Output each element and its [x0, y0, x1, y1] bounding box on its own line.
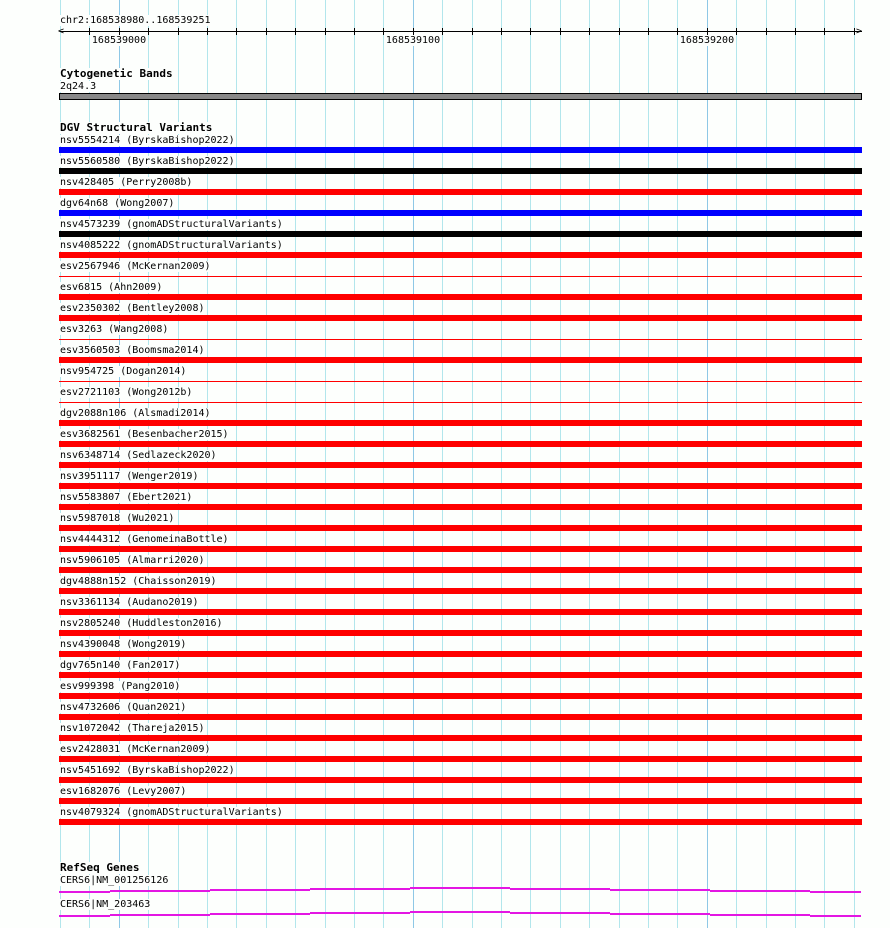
- variant-label[interactable]: nsv5987018 (Wu2021): [60, 513, 175, 524]
- intron-line: [710, 914, 810, 916]
- variant-label[interactable]: esv2567946 (McKernan2009): [60, 261, 211, 272]
- variant-feature[interactable]: [59, 693, 862, 699]
- variant-feature[interactable]: [59, 735, 862, 741]
- variant-feature[interactable]: [59, 381, 862, 382]
- variant-label[interactable]: dgv2088n106 (Alsmadi2014): [60, 408, 211, 419]
- variant-feature[interactable]: [59, 189, 862, 195]
- ruler-tick: [295, 28, 296, 35]
- scroll-right-arrow-icon[interactable]: >: [856, 26, 863, 37]
- variant-feature[interactable]: [59, 462, 862, 468]
- ruler-tick: [472, 28, 473, 35]
- variant-feature[interactable]: [59, 210, 862, 216]
- variant-label[interactable]: esv999398 (Pang2010): [60, 681, 181, 692]
- variant-feature[interactable]: [59, 630, 862, 636]
- ruler-tick: [795, 28, 796, 35]
- variant-feature[interactable]: [59, 672, 862, 678]
- variant-label[interactable]: dgv765n140 (Fan2017): [60, 660, 181, 671]
- variant-label[interactable]: nsv4444312 (GenomeinaBottle): [60, 534, 229, 545]
- intron-line: [210, 889, 310, 891]
- variant-label[interactable]: dgv4888n152 (Chaisson2019): [60, 576, 217, 587]
- variant-feature[interactable]: [59, 357, 862, 363]
- ruler-range-label: chr2:168538980..168539251: [60, 15, 211, 26]
- ruler-tick: [501, 28, 502, 35]
- intron-line: [210, 913, 310, 915]
- ruler-tick: [354, 28, 355, 35]
- intron-line: [610, 913, 710, 915]
- variant-feature[interactable]: [59, 609, 862, 615]
- variant-label[interactable]: nsv4390048 (Wong2019): [60, 639, 187, 650]
- variant-feature[interactable]: [59, 402, 862, 403]
- intron-line: [59, 891, 110, 893]
- cytoband-feature[interactable]: [59, 93, 862, 100]
- variant-label[interactable]: nsv5451692 (ByrskaBishop2022): [60, 765, 235, 776]
- variant-feature[interactable]: [59, 483, 862, 489]
- variant-label[interactable]: nsv3951117 (Wenger2019): [60, 471, 199, 482]
- scroll-left-arrow-icon[interactable]: <: [58, 26, 65, 37]
- variant-label[interactable]: nsv3361134 (Audano2019): [60, 597, 199, 608]
- ruler-tick: [854, 28, 855, 35]
- variant-label[interactable]: nsv5583807 (Ebert2021): [60, 492, 193, 503]
- ruler-tick: [619, 28, 620, 35]
- intron-line: [610, 889, 710, 891]
- variant-feature[interactable]: [59, 714, 862, 720]
- ruler-tick: [413, 28, 414, 35]
- variant-label[interactable]: esv2350302 (Bentley2008): [60, 303, 205, 314]
- ruler-tick: [236, 28, 237, 35]
- variant-label[interactable]: esv6815 (Ahn2009): [60, 282, 163, 293]
- cytoband-track-title: Cytogenetic Bands: [60, 67, 173, 80]
- intron-line: [510, 888, 610, 890]
- ruler-tick: [560, 28, 561, 35]
- variant-feature[interactable]: [59, 588, 862, 594]
- variant-feature[interactable]: [59, 777, 862, 783]
- variant-label[interactable]: nsv5554214 (ByrskaBishop2022): [60, 135, 235, 146]
- ruler-tick: [178, 28, 179, 35]
- variant-feature[interactable]: [59, 294, 862, 300]
- variant-feature[interactable]: [59, 819, 862, 825]
- intron-line: [410, 887, 510, 889]
- variant-feature[interactable]: [59, 420, 862, 426]
- variant-label[interactable]: nsv428405 (Perry2008b): [60, 177, 193, 188]
- ruler-tick: [442, 28, 443, 35]
- intron-line: [110, 914, 210, 916]
- transcript-label[interactable]: CERS6|NM_001256126: [60, 875, 169, 886]
- intron-line: [310, 912, 410, 914]
- ruler-tick: [677, 28, 678, 35]
- ruler-tick: [383, 28, 384, 35]
- intron-line: [310, 888, 410, 890]
- ruler-tick: [648, 28, 649, 35]
- ruler-axis[interactable]: [60, 31, 862, 32]
- variant-feature[interactable]: [59, 567, 862, 573]
- cytoband-label: 2q24.3: [60, 81, 97, 92]
- variant-feature[interactable]: [59, 651, 862, 657]
- variant-label[interactable]: dgv64n68 (Wong2007): [60, 198, 175, 209]
- variant-feature[interactable]: [59, 441, 862, 447]
- variant-label[interactable]: nsv4573239 (gnomADStructuralVariants): [60, 219, 283, 230]
- variant-feature[interactable]: [59, 315, 862, 321]
- ruler-tick: [325, 28, 326, 35]
- ruler-tick: [736, 28, 737, 35]
- intron-line: [710, 890, 810, 892]
- variant-feature[interactable]: [59, 231, 862, 237]
- variant-feature[interactable]: [59, 276, 862, 277]
- dgv-track-title: DGV Structural Variants: [60, 121, 213, 134]
- variant-label[interactable]: esv2428031 (McKernan2009): [60, 744, 211, 755]
- variant-label[interactable]: nsv6348714 (Sedlazeck2020): [60, 450, 217, 461]
- intron-line: [410, 911, 510, 913]
- variant-feature[interactable]: [59, 147, 862, 153]
- ruler-tick: [119, 28, 120, 35]
- ruler-tick: [589, 28, 590, 35]
- variant-feature[interactable]: [59, 546, 862, 552]
- variant-label[interactable]: nsv5560580 (ByrskaBishop2022): [60, 156, 235, 167]
- variant-label[interactable]: esv2721103 (Wong2012b): [60, 387, 193, 398]
- ruler-tick: [530, 28, 531, 35]
- variant-feature[interactable]: [59, 525, 862, 531]
- ruler-tick: [89, 28, 90, 35]
- variant-label[interactable]: nsv4079324 (gnomADStructuralVariants): [60, 807, 283, 818]
- ruler-tick: [207, 28, 208, 35]
- variant-feature[interactable]: [59, 504, 862, 510]
- ruler-tick: [148, 28, 149, 35]
- ruler-tick: [707, 28, 708, 35]
- intron-line: [110, 890, 210, 892]
- variant-label[interactable]: nsv2805240 (Huddleston2016): [60, 618, 223, 629]
- variant-label[interactable]: nsv954725 (Dogan2014): [60, 366, 187, 377]
- ruler-tick-label: 168539100: [385, 35, 441, 46]
- intron-line: [810, 891, 861, 893]
- variant-label[interactable]: esv3682561 (Besenbacher2015): [60, 429, 229, 440]
- variant-feature[interactable]: [59, 756, 862, 762]
- variant-label[interactable]: nsv4085222 (gnomADStructuralVariants): [60, 240, 283, 251]
- intron-line: [810, 915, 861, 917]
- refseq-track-title: RefSeq Genes: [60, 861, 140, 874]
- variant-feature[interactable]: [59, 798, 862, 804]
- variant-feature[interactable]: [59, 168, 862, 174]
- ruler-tick-label: 168539200: [679, 35, 735, 46]
- variant-feature[interactable]: [59, 252, 862, 258]
- ruler-tick: [766, 28, 767, 35]
- variant-label[interactable]: esv3560503 (Boomsma2014): [60, 345, 205, 356]
- variant-label[interactable]: esv3263 (Wang2008): [60, 324, 169, 335]
- ruler-tick: [824, 28, 825, 35]
- variant-label[interactable]: nsv5906105 (Almarri2020): [60, 555, 205, 566]
- variant-feature[interactable]: [59, 339, 862, 340]
- ruler-tick-label: 168539000: [91, 35, 147, 46]
- transcript-label[interactable]: CERS6|NM_203463: [60, 899, 151, 910]
- intron-line: [510, 912, 610, 914]
- variant-label[interactable]: nsv1072042 (Thareja2015): [60, 723, 205, 734]
- ruler-tick: [266, 28, 267, 35]
- variant-label[interactable]: esv1682076 (Levy2007): [60, 786, 187, 797]
- variant-label[interactable]: nsv4732606 (Quan2021): [60, 702, 187, 713]
- intron-line: [59, 915, 110, 917]
